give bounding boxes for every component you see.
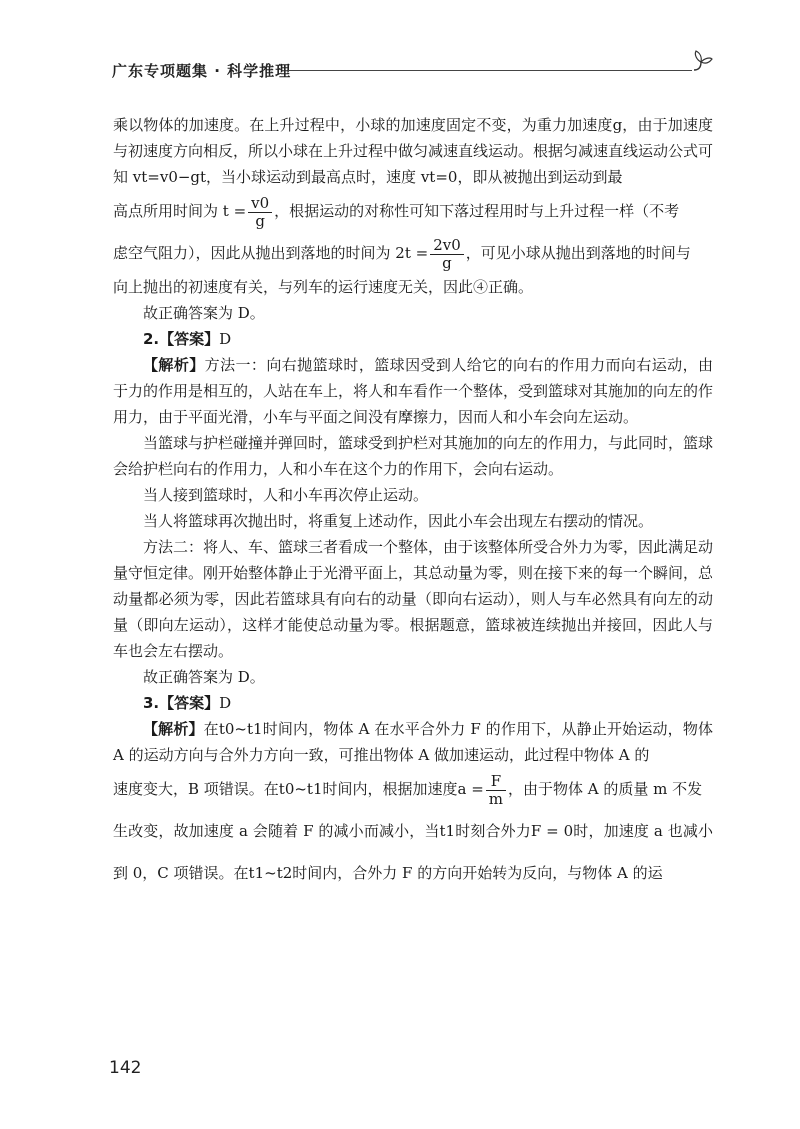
answer-line: 故正确答案为 D。 bbox=[143, 304, 265, 322]
page-number: 142 bbox=[109, 1058, 142, 1078]
answer-label: 3.【答案】 bbox=[143, 694, 220, 712]
header-rule bbox=[288, 70, 692, 71]
analysis-label: 【解析】 bbox=[143, 720, 204, 738]
text-span: 高点所用时间为 t = bbox=[113, 202, 247, 220]
sprout-icon bbox=[688, 48, 714, 80]
text-span: 速度变大，B 项错误。在t0~t1时间内，根据加速度a = bbox=[113, 780, 484, 798]
text-span: 虑空气阻力），因此从抛出到落地的时间为 2t = bbox=[113, 244, 429, 262]
fraction-denominator: g bbox=[442, 253, 452, 272]
question-answer-heading bbox=[113, 326, 713, 352]
paragraph: 当篮球与护栏碰撞并弹回时，篮球受到护栏对其施加的向左的作用力，与此同时，篮球会给护栏向右的作用力，人和小车在这个力的作用下，会向右运动。 bbox=[113, 434, 714, 478]
paragraph: 当人将篮球再次抛出时，将重复上述动作，因此小车会出现左右摆动的情况。 bbox=[143, 512, 654, 530]
paragraph: 生改变，故加速度 a 会随着 F 的减小而减小，当t1时刻合外力F = 0时，加速度 a 也减小到 0，C 项错误。在t1~t2时间内，合外力 F 的方向开始转为反向，与物体 A 的运 bbox=[113, 822, 713, 882]
text-span: ，由于物体 A 的质量 m 不发 bbox=[508, 780, 703, 798]
question-answer-heading bbox=[113, 690, 713, 716]
analysis-paragraph bbox=[113, 716, 713, 768]
analysis-paragraph bbox=[113, 352, 713, 430]
page-body bbox=[113, 112, 713, 894]
fraction-numerator: F bbox=[486, 773, 506, 791]
text-span: ，根据运动的对称性可知下落过程用时与上升过程一样（不考 bbox=[274, 202, 680, 220]
paragraph: 向上抛出的初速度有关，与列车的运行速度无关，因此④正确。 bbox=[113, 278, 534, 296]
paragraph-with-fraction bbox=[113, 190, 713, 232]
answer-label: 2.【答案】 bbox=[143, 330, 220, 348]
fraction bbox=[486, 773, 506, 808]
paragraph: 当人接到篮球时，人和小车再次停止运动。 bbox=[143, 486, 429, 504]
text-span: 方法一：向右抛篮球时，篮球因受到人给它的向右的作用力而向右运动，由于力的作用是相互的，人站在车上，将人和车看作一个整体，受到篮球对其施加的向左的作用力，由于平面光滑，小车与平面之间没有摩擦力，因而人和小车会向左运动。 bbox=[113, 356, 714, 426]
running-header bbox=[112, 54, 722, 84]
header-title: 广东专项题集 · 科学推理 bbox=[112, 62, 292, 80]
analysis-label: 【解析】 bbox=[143, 356, 205, 374]
fraction bbox=[430, 237, 464, 272]
paragraph-with-fraction bbox=[113, 768, 713, 810]
fraction-numerator: 2v0 bbox=[430, 237, 464, 255]
fraction-numerator: v0 bbox=[248, 195, 272, 213]
text-span: 在t0~t1时间内，物体 A 在水平合外力 F 的作用下，从静止开始运动，物体 A 的运动方向与合外力方向一致，可推出物体 A 做加速运动，此过程中物体 A 的 bbox=[113, 720, 713, 764]
paragraph: 方法二：将人、车、篮球三者看成一个整体，由于该整体所受合外力为零，因此满足动量守恒定律。刚开始整体静止于光滑平面上，其总动量为零，则在接下来的每一个瞬间，总动量都必须为零，因此若篮球具有向右的动量（即向右运动），则人与车必然具有向左的动量（即向左运动），这样才能使总动量为零。根据题意，篮球被连续抛出并接回，因此人与车也会左右摆动。 bbox=[113, 538, 714, 660]
text-span: ，可见小球从抛出到落地的时间与 bbox=[465, 244, 691, 262]
answer-value: D bbox=[219, 694, 232, 712]
paragraph: 乘以物体的加速度。在上升过程中，小球的加速度固定不变，为重力加速度g，由于加速度与初速度方向相反，所以小球在上升过程中做匀减速直线运动。根据匀减速直线运动公式可知 vt=v0−gt，当小球运动到最高点时，速度 vt=0，即从被抛出到运动到最 bbox=[113, 116, 714, 186]
fraction-denominator: m bbox=[488, 789, 504, 808]
answer-value: D bbox=[219, 330, 232, 348]
paragraph-with-fraction bbox=[113, 232, 713, 274]
fraction bbox=[248, 195, 272, 230]
fraction-denominator: g bbox=[255, 211, 265, 230]
answer-line: 故正确答案为 D。 bbox=[143, 668, 265, 686]
